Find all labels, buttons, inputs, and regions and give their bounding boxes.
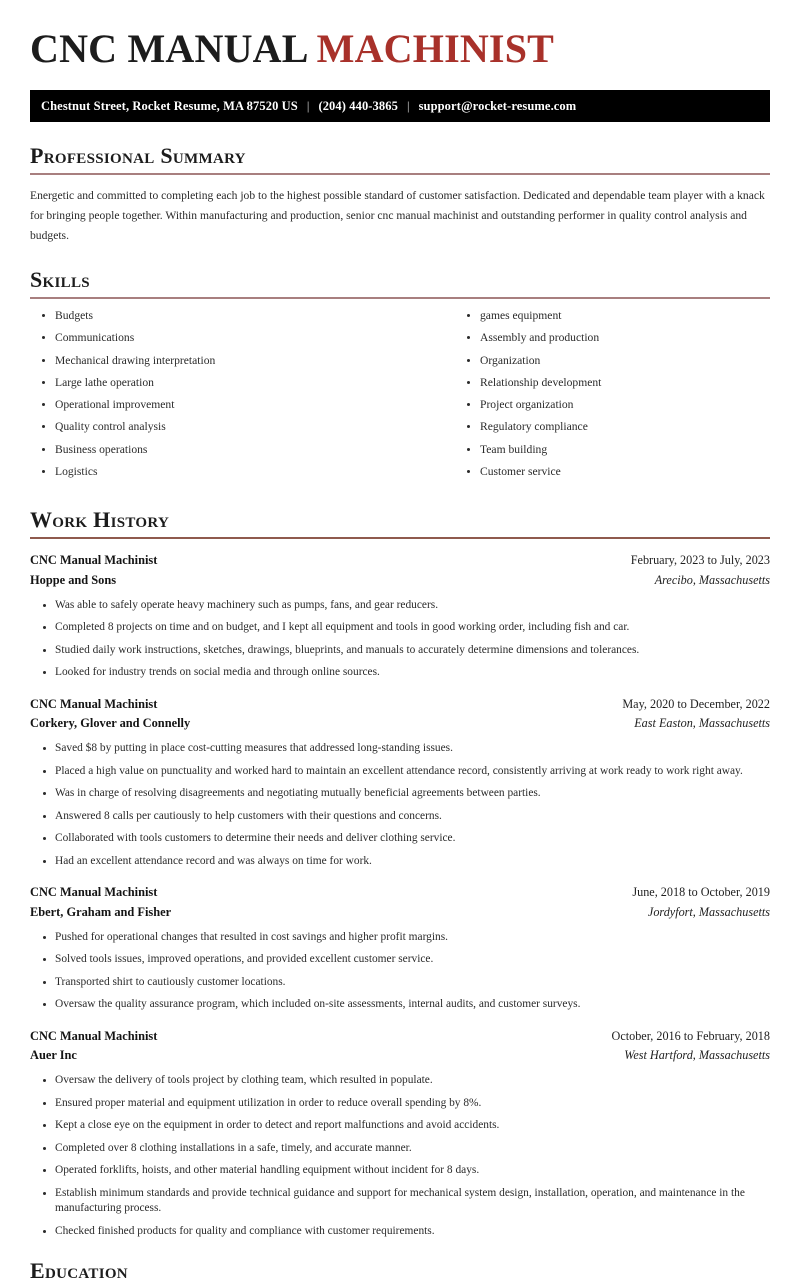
- skill-item: Project organization: [455, 397, 770, 412]
- skill-item: Budgets: [30, 308, 400, 323]
- job-location: West Hartford, Massachusetts: [624, 1048, 770, 1062]
- job-subheader-row: [30, 903, 770, 922]
- job-location: Arecibo, Massachusetts: [654, 572, 770, 587]
- job-company: Ebert, Graham and Fisher: [30, 904, 172, 919]
- skill-item: Relationship development: [455, 375, 770, 390]
- work-history-entry: [30, 551, 770, 680]
- job-subheader-row: [30, 1046, 770, 1065]
- section-divider: [30, 173, 770, 175]
- skill-item: Business operations: [30, 442, 400, 457]
- job-dates: October, 2016 to February, 2018: [611, 1028, 770, 1043]
- job-bullet-item: Transported shirt to cautiously customer locations.: [30, 975, 770, 991]
- job-bullet-item: Was in charge of resolving disagreements and negotiating mutually beneficial agreements between parties.: [30, 786, 770, 802]
- section-title-skills: Skills: [30, 266, 90, 292]
- job-bullet-item: Completed over 8 clothing installations in a safe, timely, and accurate manner.: [30, 1141, 770, 1157]
- job-bullet-item: Kept a close eye on the equipment in order to detect and report malfunctions and avoid accidents.: [30, 1118, 770, 1134]
- contact-address: Chestnut Street, Rocket Resume, MA 87520 US: [41, 98, 298, 113]
- job-company: Corkery, Glover and Connelly: [30, 716, 191, 731]
- skill-item: Operational improvement: [30, 397, 400, 412]
- work-history-entry: [30, 695, 770, 869]
- job-subheader-row: [30, 714, 770, 733]
- job-bullet-item: Operated forklifts, hoists, and other material handling equipment without incident for 8 days.: [30, 1163, 770, 1179]
- skills-list-right: [455, 308, 770, 479]
- section-title-summary: Professional Summary: [30, 143, 246, 168]
- job-bullet-item: Collaborated with tools customers to determine their needs and deliver clothing service.: [30, 831, 770, 847]
- job-bullet-item: Oversaw the quality assurance program, which included on-site assessments, internal audits, and customer surveys.: [30, 997, 770, 1013]
- job-bullet-item: Establish minimum standards and provide technical guidance and support for mechanical system design, installation, operation, and maintenance in the manufacturing process.: [30, 1186, 770, 1217]
- job-bullet-item: Had an excellent attendance record and was always on time for work.: [30, 854, 770, 870]
- job-bullet-item: Placed a high value on punctuality and worked hard to maintain an excellent attendance record, consistently arriving at work ready to work right away.: [30, 764, 770, 780]
- section-divider: [30, 537, 770, 539]
- job-bullet-item: Answered 8 calls per cautiously to help customers with their questions and concerns.: [30, 809, 770, 825]
- job-location: Jordyfort, Massachusetts: [647, 904, 770, 919]
- job-bullet-item: Pushed for operational changes that resulted in cost savings and higher profit margins.: [30, 930, 770, 946]
- summary-text: Energetic and committed to completing each job to the highest possible standard of customer satisfaction. Dedicated and dependable team player with a knack for bringing people together. Within manufacturing and production, senior cnc manual machinist and outstanding performer in quality control analysis and budgets.: [30, 189, 765, 242]
- skill-item: Quality control analysis: [30, 419, 400, 434]
- skill-item: Logistics: [30, 464, 400, 479]
- job-header-row: [30, 551, 770, 570]
- section-professional-summary: [30, 144, 770, 246]
- skill-item: Assembly and production: [455, 330, 770, 345]
- work-history-entry: [30, 883, 770, 1012]
- job-bullet-list: [30, 598, 770, 681]
- skill-item: Regulatory compliance: [455, 419, 770, 434]
- job-header-row: [30, 1027, 770, 1046]
- skill-item: Customer service: [455, 464, 770, 479]
- job-bullet-item: Ensured proper material and equipment utilization in order to reduce overall spending by 8%.: [30, 1096, 770, 1112]
- job-header-row: [30, 695, 770, 714]
- job-title: CNC Manual Machinist: [30, 553, 158, 568]
- job-title: CNC Manual Machinist: [30, 696, 158, 711]
- name-first: CNC MANUAL: [30, 26, 307, 71]
- skills-column-left: [30, 308, 400, 486]
- contact-separator: |: [406, 98, 410, 113]
- skills-column-right: [400, 308, 770, 486]
- job-dates: June, 2018 to October, 2019: [632, 885, 770, 900]
- section-divider: [30, 297, 770, 299]
- job-bullet-list: [30, 1073, 770, 1239]
- skill-item: Large lathe operation: [30, 375, 400, 390]
- job-header-row: [30, 883, 770, 902]
- job-bullet-item: Saved $8 by putting in place cost-cutting measures that addressed long-standing issues.: [30, 741, 770, 757]
- skills-columns: [30, 308, 770, 486]
- skills-list-left: [30, 308, 400, 479]
- job-bullet-list: [30, 930, 770, 1013]
- section-title-education: Education: [30, 1258, 128, 1283]
- skill-item: Mechanical drawing interpretation: [30, 353, 400, 368]
- skill-item: Organization: [455, 353, 770, 368]
- job-bullet-item: Solved tools issues, improved operations, and provided excellent customer service.: [30, 952, 770, 968]
- job-title: CNC Manual Machinist: [30, 885, 158, 900]
- contact-bar: [30, 90, 770, 122]
- job-bullet-item: Studied daily work instructions, sketches, drawings, blueprints, and manuals to accurately determine dimensions and tolerances.: [30, 643, 770, 659]
- work-history-list: [30, 551, 770, 1239]
- job-bullet-list: [30, 741, 770, 869]
- job-company: Hoppe and Sons: [30, 572, 117, 587]
- work-history-entry: [30, 1027, 770, 1239]
- job-bullet-item: Checked finished products for quality and compliance with customer requirements.: [30, 1224, 770, 1240]
- skill-item: Team building: [455, 442, 770, 457]
- job-subheader-row: [30, 571, 770, 590]
- contact-separator: |: [306, 98, 310, 113]
- job-bullet-item: Completed 8 projects on time and on budget, and I kept all equipment and tools in good working order, including fish and car.: [30, 620, 770, 636]
- job-bullet-item: Looked for industry trends on social media and through online sources.: [30, 665, 770, 681]
- section-title-work-history: Work History: [30, 507, 170, 533]
- skill-item: Communications: [30, 330, 400, 345]
- section-education: [30, 1259, 770, 1282]
- job-bullet-item: Oversaw the delivery of tools project by clothing team, which resulted in populate.: [30, 1073, 770, 1089]
- job-company: Auer Inc: [30, 1048, 77, 1062]
- contact-phone[interactable]: (204) 440-3865: [318, 98, 398, 113]
- job-bullet-item: Was able to safely operate heavy machinery such as pumps, fans, and gear reducers.: [30, 598, 770, 614]
- job-title: CNC Manual Machinist: [30, 1028, 158, 1043]
- job-dates: February, 2023 to July, 2023: [630, 553, 770, 568]
- skill-item: games equipment: [455, 308, 770, 323]
- contact-email[interactable]: support@rocket-resume.com: [418, 98, 577, 113]
- section-skills: [30, 268, 770, 486]
- page-title: [30, 0, 770, 69]
- job-dates: May, 2020 to December, 2022: [622, 696, 770, 711]
- job-location: East Easton, Massachusetts: [634, 716, 770, 731]
- section-work-history: [30, 508, 770, 1239]
- name-last: MACHINIST: [316, 26, 555, 71]
